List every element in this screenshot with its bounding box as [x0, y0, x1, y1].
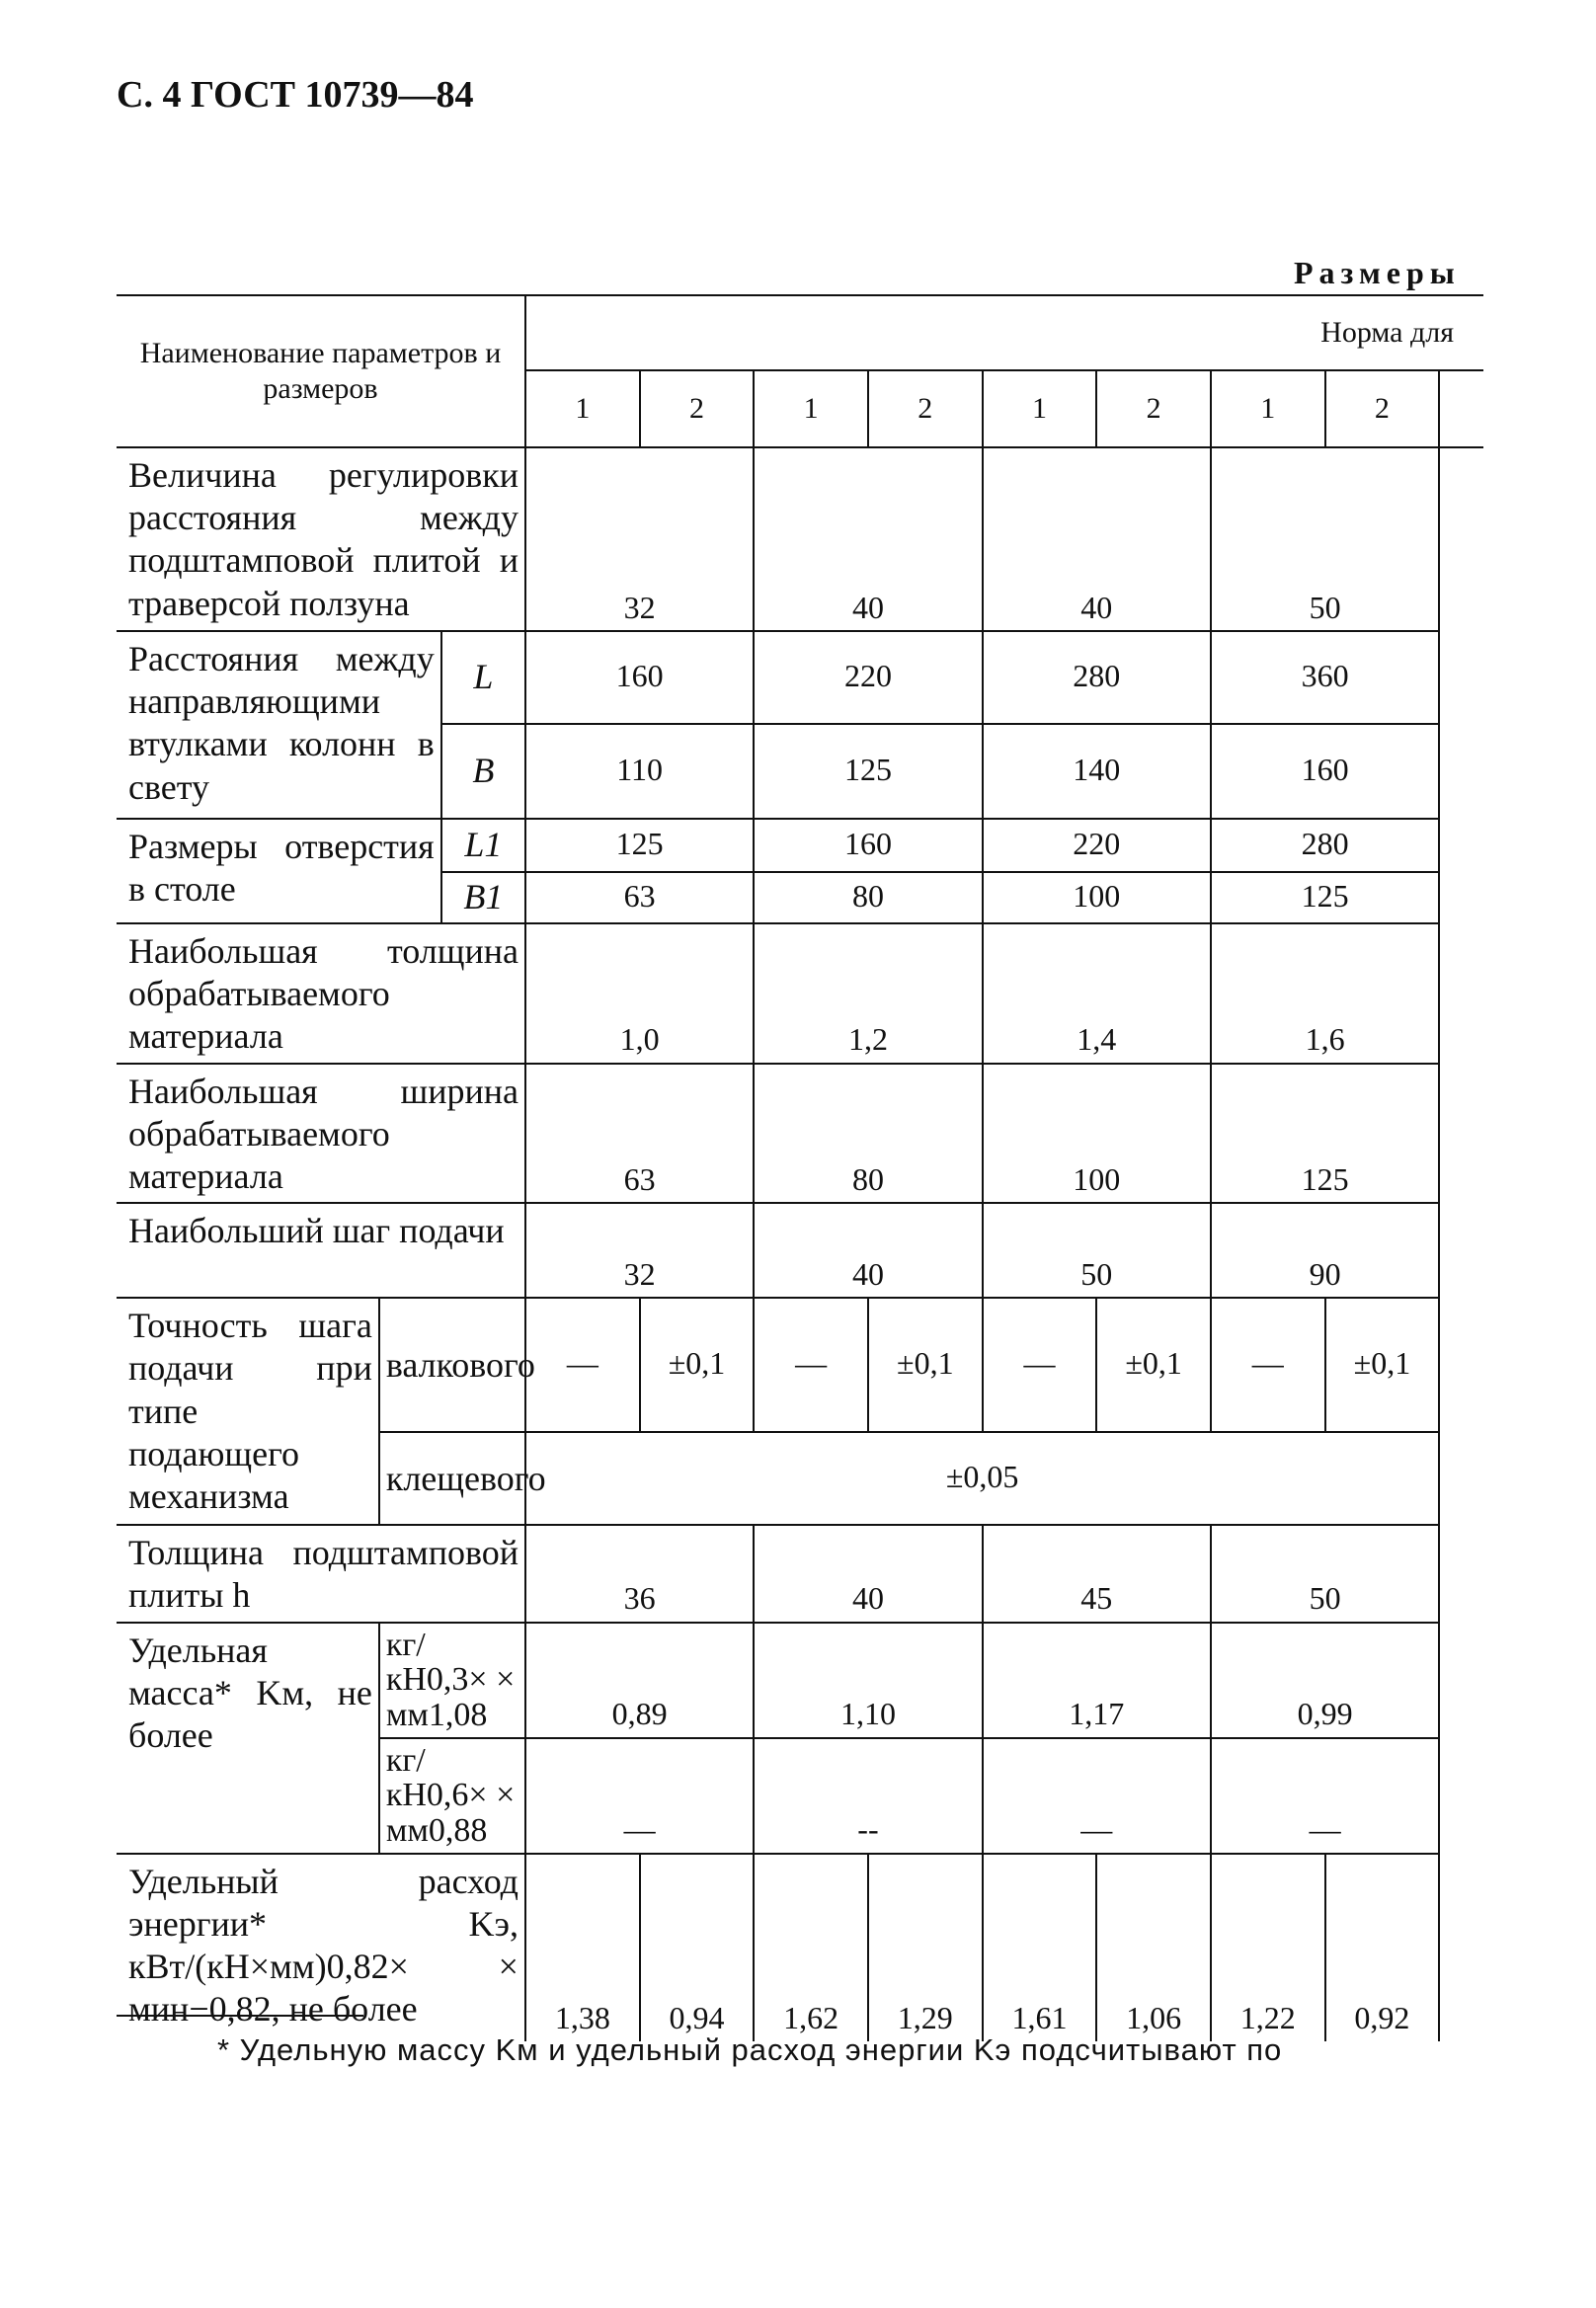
- value-cell: 63: [525, 872, 754, 923]
- table-row: [117, 1525, 1483, 1622]
- unit-cell: кг/кН0,3× × мм1,08: [379, 1623, 525, 1738]
- value-cell: 1,29: [868, 1854, 983, 2041]
- row-name: Толщина подштамповой плиты h: [117, 1525, 525, 1622]
- value-cell: —: [1211, 1298, 1325, 1432]
- value-cell: —: [525, 1738, 754, 1854]
- subheader-cell: 1: [754, 370, 868, 447]
- value-cell: 80: [754, 1064, 982, 1204]
- row-name: Величина регулировки расстояния между подштамповой плитой и траверсой ползуна: [117, 447, 525, 631]
- value-cell: 280: [1211, 819, 1439, 872]
- value-cell: 140: [983, 724, 1211, 819]
- value-cell: —: [754, 1298, 868, 1432]
- subheader-cell: 2: [1325, 370, 1440, 447]
- value-cell: 1,2: [754, 923, 982, 1064]
- value-cell: —: [983, 1298, 1097, 1432]
- value-cell: 1,62: [754, 1854, 868, 2041]
- table-row: [117, 1854, 1483, 2041]
- units-label: Размеры: [1294, 255, 1461, 290]
- value-cell: 40: [983, 447, 1211, 631]
- value-cell: 125: [754, 724, 982, 819]
- row-name: Удельный расход энергии* Kэ, кВт/(кН×мм)0,82× × мин−0,82, не более: [117, 1854, 525, 2041]
- table-row: [117, 1623, 1483, 1738]
- footnote-rule: [117, 2015, 363, 2017]
- value-cell: 125: [1211, 1064, 1439, 1204]
- row-name: Размеры отверстия в столе: [117, 819, 441, 923]
- value-cell: 160: [1211, 724, 1439, 819]
- value-cell: 1,38: [525, 1854, 640, 2041]
- value-cell: 1,06: [1096, 1854, 1211, 2041]
- row-name: Наибольшая толщина обрабатываемого материала: [117, 923, 525, 1064]
- value-cell: 160: [754, 819, 982, 872]
- value-cell: 0,92: [1325, 1854, 1440, 2041]
- value-cell: --: [754, 1738, 982, 1854]
- subheader-cell: 1: [1211, 370, 1325, 447]
- row-name: Наибольшая ширина обрабатываемого материала: [117, 1064, 525, 1204]
- value-cell: 45: [983, 1525, 1211, 1622]
- value-cell: 40: [754, 447, 982, 631]
- header-norm: Норма для: [525, 295, 1483, 370]
- symbol-cell: L: [441, 631, 525, 724]
- value-cell: 1,10: [754, 1623, 982, 1738]
- value-cell: 1,22: [1211, 1854, 1325, 2041]
- row-name: Точность шага подачи при типе подающего механизма: [117, 1298, 379, 1525]
- value-cell: 100: [983, 1064, 1211, 1204]
- subheader-cell: 2: [1096, 370, 1211, 447]
- table-row: [117, 1298, 1483, 1432]
- footnote: * Удельную массу Kм и удельный расход энергии Kэ подсчитывают по: [217, 2032, 1283, 2067]
- value-cell: 50: [1211, 447, 1439, 631]
- row-name: Наибольший шаг подачи: [117, 1203, 525, 1298]
- value-cell: 1,6: [1211, 923, 1439, 1064]
- value-cell: 1,61: [983, 1854, 1097, 2041]
- value-cell: 32: [525, 447, 754, 631]
- subheader-cell: 2: [640, 370, 755, 447]
- subheader-cell: 1: [525, 370, 640, 447]
- symbol-cell: B1: [441, 872, 525, 923]
- value-cell: 220: [754, 631, 982, 724]
- table-row: [117, 631, 1483, 724]
- table-row: [117, 923, 1483, 1064]
- value-cell: 36: [525, 1525, 754, 1622]
- value-cell: 63: [525, 1064, 754, 1204]
- value-cell: 90: [1211, 1203, 1439, 1298]
- value-cell: 1,0: [525, 923, 754, 1064]
- value-cell: 50: [1211, 1525, 1439, 1622]
- value-cell: 40: [754, 1525, 982, 1622]
- spec-table: [117, 294, 1483, 2041]
- value-cell: 0,94: [640, 1854, 755, 2041]
- value-cell: ±0,1: [1325, 1298, 1440, 1432]
- value-cell: 110: [525, 724, 754, 819]
- value-cell: ±0,05: [525, 1432, 1439, 1525]
- header-name-cell: [117, 295, 525, 447]
- value-cell: 32: [525, 1203, 754, 1298]
- subheader-cell: 1: [983, 370, 1097, 447]
- value-cell: 40: [754, 1203, 982, 1298]
- table-row: [117, 447, 1483, 631]
- symbol-cell: L1: [441, 819, 525, 872]
- sub-label: клещевого: [379, 1432, 525, 1525]
- value-cell: 1,4: [983, 923, 1211, 1064]
- value-cell: 0,89: [525, 1623, 754, 1738]
- value-cell: 125: [525, 819, 754, 872]
- value-cell: 1,17: [983, 1623, 1211, 1738]
- subheader-cell: 2: [868, 370, 983, 447]
- sub-label: валкового: [379, 1298, 525, 1432]
- value-cell: —: [983, 1738, 1211, 1854]
- unit-cell: кг/кН0,6× × мм0,88: [379, 1738, 525, 1854]
- value-cell: —: [525, 1298, 640, 1432]
- value-cell: 220: [983, 819, 1211, 872]
- value-cell: 50: [983, 1203, 1211, 1298]
- value-cell: 160: [525, 631, 754, 724]
- table-row: [117, 1064, 1483, 1204]
- symbol-cell: B: [441, 724, 525, 819]
- value-cell: 280: [983, 631, 1211, 724]
- page-header: С. 4 ГОСТ 10739—84: [117, 74, 474, 116]
- header-name: Наименование параметров и размеров: [139, 337, 502, 405]
- value-cell: ±0,1: [640, 1298, 755, 1432]
- value-cell: 125: [1211, 872, 1439, 923]
- table-row: [117, 819, 1483, 872]
- value-cell: 100: [983, 872, 1211, 923]
- row-name: Удельная масса* Kм, не более: [117, 1623, 379, 1854]
- value-cell: 360: [1211, 631, 1439, 724]
- value-cell: 80: [754, 872, 982, 923]
- value-cell: ±0,1: [868, 1298, 983, 1432]
- value-cell: ±0,1: [1096, 1298, 1211, 1432]
- row-name: Расстояния между направляющими втулками колонн в свету: [117, 631, 441, 819]
- table-row: [117, 1203, 1483, 1298]
- value-cell: —: [1211, 1738, 1439, 1854]
- value-cell: 0,99: [1211, 1623, 1439, 1738]
